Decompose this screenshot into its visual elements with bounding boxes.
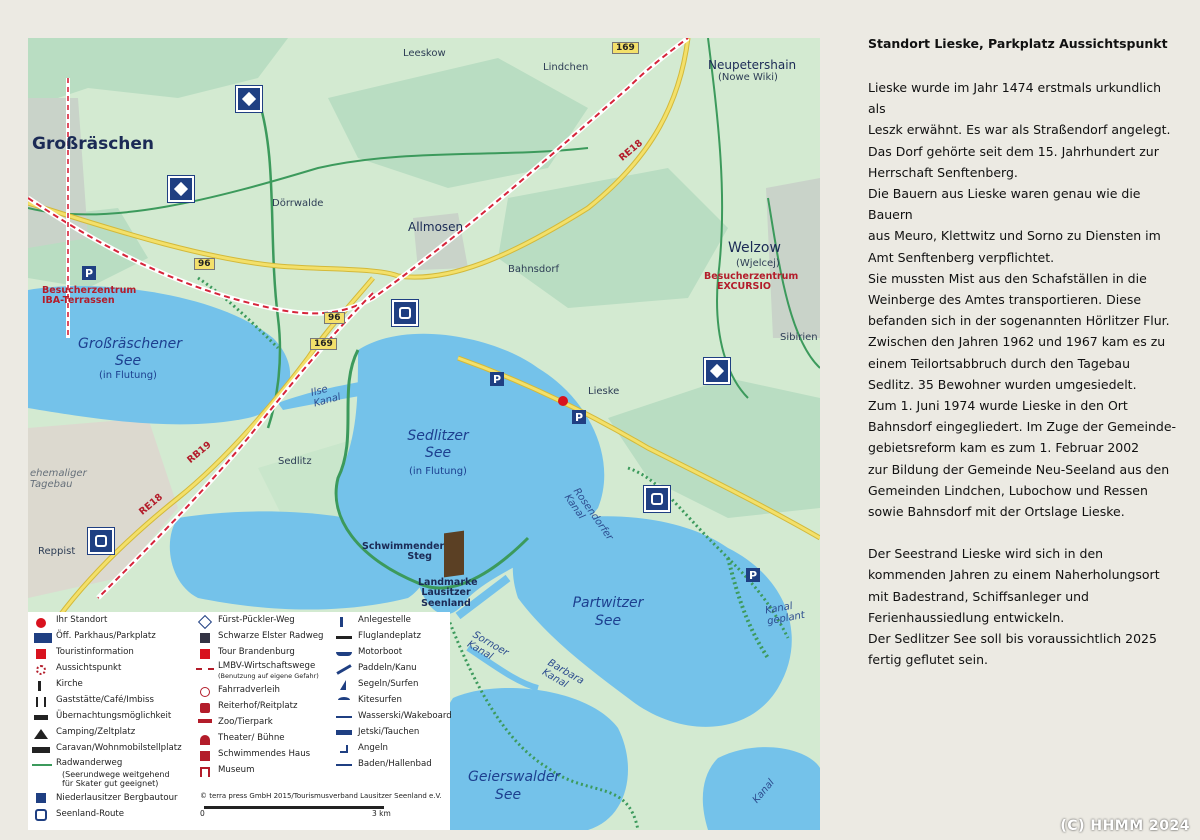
seenland-route-icon: [35, 809, 47, 821]
info-line: Sedlitz. 35 Bewohner wurden umgesiedelt.: [868, 376, 1137, 392]
road-number-169-center: 169: [310, 338, 337, 350]
seenland-route-icon: [644, 486, 670, 512]
info-body: [868, 77, 1178, 670]
legend-item: Museum: [218, 765, 255, 775]
canal-label: Kanal: [750, 777, 777, 806]
place-lieske: Lieske: [588, 386, 620, 397]
legend-item: Kitesurfen: [358, 695, 402, 705]
sornoer-canal-label: Sornoer Kanal: [465, 629, 511, 663]
legend-item: Öff. Parkhaus/Parkplatz: [56, 631, 156, 641]
ilse-canal-label: Ilse Kanal: [309, 383, 342, 410]
info-line: kommenden Jahren zu einem Naherholungsort: [868, 567, 1160, 583]
info-line: aus Meuro, Klettwitz und Sorno zu Diensten im: [868, 228, 1161, 244]
info-line: fertig geflutet sein.: [868, 652, 988, 668]
scale-bar: [204, 806, 384, 809]
pueckler-icon: [198, 615, 212, 629]
place-allmosen: Allmosen: [408, 220, 464, 234]
map-credit: © terra press GmbH 2015/Tourismusverband Lausitzer Seenland e.V.: [200, 792, 442, 800]
info-text-panel: [868, 36, 1178, 670]
legend-item: Theater/ Bühne: [218, 733, 285, 743]
place-neupetershain-sorbian: (Nowe Wiki): [718, 72, 778, 83]
place-doerrwalde: Dörrwalde: [272, 198, 324, 209]
parking-icon: P: [746, 568, 760, 582]
seenland-route-icon: [88, 528, 114, 554]
info-line: Der Sedlitzer See soll bis voraussichtlich 2025: [868, 631, 1157, 647]
parking-icon: P: [572, 410, 586, 424]
cycle-path-icon: [32, 764, 52, 766]
pueckler-route-icon: [168, 176, 194, 202]
legend-item: Gaststätte/Café/Imbiss: [56, 695, 154, 705]
legend-item: Caravan/Wohnmobilstellplatz: [56, 743, 182, 753]
info-line: Bahnsdorf eingegliedert. Im Zuge der Gemeinde-: [868, 419, 1177, 435]
lake-sedlitzer-status: (in Flutung): [409, 466, 467, 477]
info-line: Gemeinden Lindchen, Lubochow und Ressen: [868, 482, 1148, 498]
legend-item: Touristinformation: [56, 647, 134, 657]
legend-note: (Benutzung auf eigene Gefahr): [218, 672, 319, 680]
poi-landmarke: Landmarke Lausitzer Seenland: [418, 577, 478, 609]
info-line: Zum 1. Juni 1974 wurde Lieske in den Ort: [868, 398, 1128, 414]
place-sedlitz: Sedlitz: [278, 456, 312, 467]
pier-icon: [340, 617, 343, 627]
planned-canal-label: Kanal geplant: [764, 600, 806, 628]
legend-item: Fürst-Pückler-Weg: [218, 615, 295, 625]
mining-tour-icon: [36, 793, 46, 803]
legend-item: Segeln/Surfen: [358, 679, 419, 689]
legend-item: Fluglandeplatz: [358, 631, 422, 641]
rail-label-rb19: RB19: [185, 439, 214, 466]
legend-item: Niederlausitzer Bergbautour: [56, 793, 178, 803]
rail-label-re18-north: RE18: [617, 137, 645, 164]
pueckler-route-icon: [704, 358, 730, 384]
airfield-icon: [336, 636, 352, 639]
info-icon: [36, 649, 46, 659]
pueckler-route-icon: [236, 86, 262, 112]
lake-grossraeschener-label: Großräschener See: [78, 336, 183, 369]
place-lindchen: Lindchen: [543, 62, 589, 73]
info-line: zur Bildung der Gemeinde Neu-Seeland aus den: [868, 461, 1170, 477]
waterski-icon: [336, 716, 352, 718]
place-reppist: Reppist: [38, 546, 76, 557]
church-icon: [38, 681, 41, 691]
barbara-canal-label: Barbara Kanal: [540, 657, 586, 691]
info-line: Lieske wurde im Jahr 1474 erstmals urkundlich als: [868, 80, 1162, 117]
legend-item: Seenland-Route: [56, 809, 125, 819]
kite-icon: [338, 697, 350, 703]
jetski-icon: [336, 730, 352, 735]
lake-geierswalder: [433, 688, 628, 830]
info-line: Weinberge des Amtes transportieren. Diese: [868, 292, 1142, 308]
seenland-route-icon: [392, 300, 418, 326]
lmbv-icon: [196, 668, 214, 672]
parking-icon: P: [82, 266, 96, 280]
legend-item: Paddeln/Kanu: [358, 663, 417, 673]
legend-item: Reiterhof/Reitplatz: [218, 701, 298, 711]
info-line: Leszk erwähnt. Es war als Straßendorf angelegt.: [868, 122, 1171, 138]
info-line: mit Badestrand, Schiffsanleger und: [868, 588, 1089, 604]
legend-item: Angeln: [358, 743, 388, 753]
place-welzow-sorbian: (Wjelcej): [736, 258, 780, 269]
parking-icon: P: [490, 372, 504, 386]
elster-icon: [200, 633, 210, 643]
place-grossraeschen: Großräschen: [32, 134, 155, 154]
copyright-watermark: (C) HHMM 2024: [1060, 818, 1190, 834]
info-line: befanden sich in der sogenannten Hörlitzer Flur.: [868, 313, 1170, 329]
legend-item: Jetski/Tauchen: [358, 727, 420, 737]
floating-house-icon: [200, 751, 210, 761]
legend-item: Schwimmendes Haus: [218, 749, 311, 759]
red-dot-icon: [36, 618, 46, 628]
legend-item: Baden/Hallenbad: [358, 759, 432, 769]
lake-partwitzer-label: Partwitzer See: [572, 595, 644, 630]
map-legend: [28, 612, 450, 830]
caravan-icon: [32, 747, 50, 753]
info-line: Ferienhaussiedlung entwickeln.: [868, 609, 1065, 625]
info-line: Das Dorf gehörte seit dem 15. Jahrhundert zur: [868, 143, 1159, 159]
info-line: Sie mussten Mist aus den Schafställen in die: [868, 270, 1147, 286]
landmark-tower-icon: [444, 531, 464, 578]
bath-icon: [336, 764, 352, 767]
camping-icon: [34, 729, 48, 739]
info-line: Der Seestrand Lieske wird sich in den: [868, 546, 1104, 562]
poi-schwimmender-steg: Schwimmender Steg: [362, 541, 445, 563]
scale-start-label: 0: [200, 809, 205, 818]
restaurant-icon: [36, 697, 46, 707]
info-line: Amt Senftenberg verpflichtet.: [868, 249, 1055, 265]
parking-icon: [34, 633, 52, 643]
place-bahnsdorf: Bahnsdorf: [508, 264, 559, 275]
motorboat-icon: [336, 652, 352, 656]
legend-item: Kirche: [56, 679, 83, 689]
road-number-96-center: 96: [324, 312, 345, 324]
legend-item: Fahrradverleih: [218, 685, 280, 695]
lake-grossraeschener-status: (in Flutung): [99, 370, 157, 381]
place-neupetershain: Neupetershain: [708, 58, 797, 72]
info-line: gebietsreform kam es zum 1. Februar 2002: [868, 440, 1140, 456]
legend-item: Übernachtungsmöglichkeit: [56, 711, 172, 721]
bed-icon: [34, 715, 48, 720]
lake-sedlitzer-label: Sedlitzer See: [407, 428, 469, 461]
road-number-96-west: 96: [194, 258, 215, 270]
legend-item: Tour Brandenburg: [218, 647, 295, 657]
info-line: sowie Bahnsdorf mit der Ortslage Lieske.: [868, 504, 1125, 520]
town-area: [28, 98, 88, 248]
lake-geierswalder-label: Geierswalder See: [468, 769, 561, 804]
museum-icon: [200, 767, 210, 777]
place-welzow: Welzow: [728, 240, 781, 256]
poi-besucherzentrum-excursio: Besucherzentrum EXCURSIO: [704, 271, 799, 293]
info-line: einem Teilortsabbruch durch den Tagebau: [868, 355, 1131, 371]
info-title: Standort Lieske, Parkplatz Aussichtspunkt: [868, 36, 1168, 51]
legend-item: Radwanderweg: [56, 758, 123, 768]
sailing-icon: [340, 680, 346, 690]
rosendorfer-canal-label: Rosendorfer Kanal: [561, 486, 615, 543]
poi-besucherzentrum-iba: Besucherzentrum IBA-Terrassen: [42, 285, 137, 307]
brandenburg-icon: [200, 649, 210, 659]
forest-area: [608, 378, 820, 518]
legend-item: Schwarze Elster Radweg: [218, 631, 324, 641]
legend-item: Zoo/Tierpark: [218, 717, 273, 727]
scale-end-label: 3 km: [372, 809, 391, 818]
legend-item: LMBV-Wirtschaftswege: [218, 661, 316, 671]
legend-item: Motorboot: [358, 647, 403, 657]
info-line: Die Bauern aus Lieske waren genau wie die Bauern: [868, 186, 1141, 223]
legend-item: Aussichtspunkt: [56, 663, 122, 673]
theatre-icon: [200, 735, 210, 745]
forest-area: [328, 58, 588, 188]
former-mine-label: ehemaliger Tagebau: [30, 468, 87, 490]
current-location-marker: [558, 396, 568, 406]
place-leeskow: Leeskow: [403, 48, 446, 59]
legend-item: Wasserski/Wakeboard: [358, 711, 452, 721]
legend-item: Camping/Zeltplatz: [56, 727, 136, 737]
horse-icon: [200, 703, 210, 713]
canoe-icon: [336, 664, 351, 675]
rail-label-re18-south: RE18: [137, 491, 165, 518]
zoo-icon: [198, 719, 212, 723]
info-line: Herrschaft Senftenberg.: [868, 164, 1018, 180]
road-number-169-north: 169: [612, 42, 639, 54]
legend-item: Anlegestelle: [358, 615, 411, 625]
bike-rental-icon: [200, 687, 210, 697]
viewpoint-icon: [36, 665, 46, 675]
angling-icon: [340, 745, 348, 753]
info-line: Zwischen den Jahren 1962 und 1967 kam es zu: [868, 334, 1166, 350]
legend-note: (Seerundwege weitgehend für Skater gut geeignet): [62, 770, 170, 789]
place-sibirien: Sibirien: [780, 332, 818, 343]
legend-item: Ihr Standort: [56, 615, 108, 625]
